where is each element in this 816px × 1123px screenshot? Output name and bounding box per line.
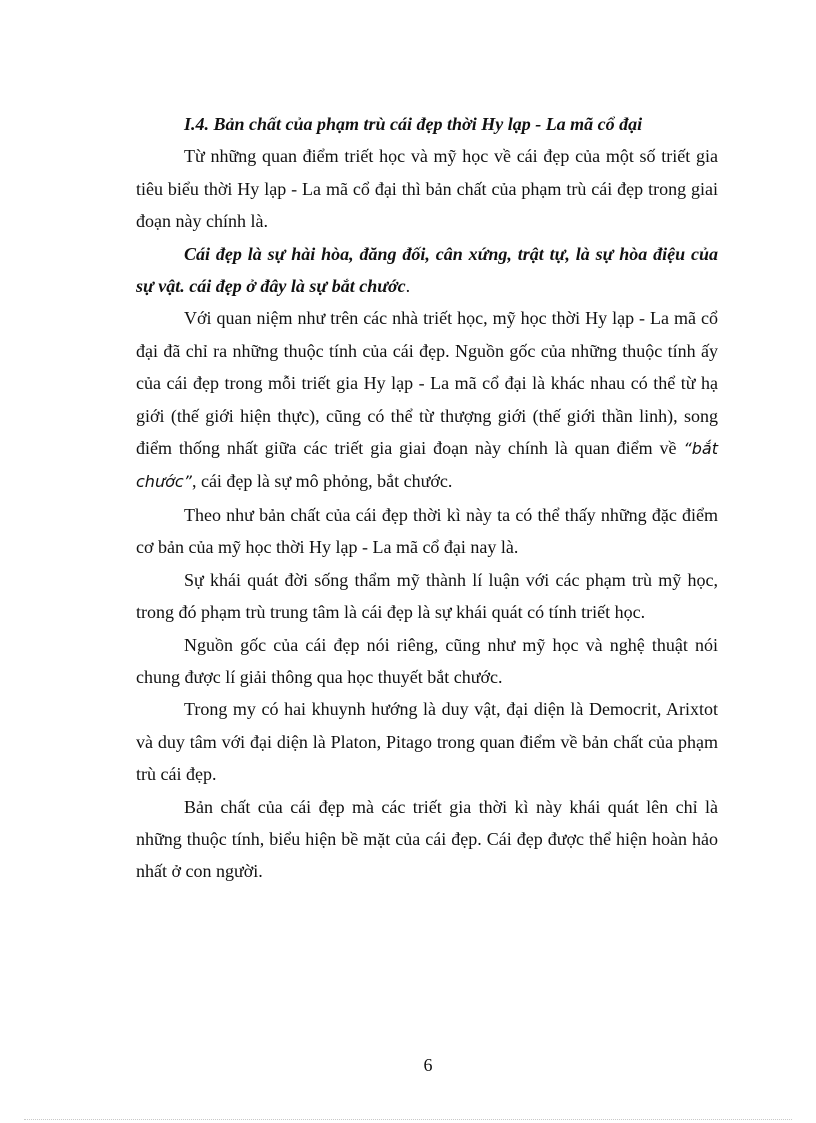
paragraph-4: Theo như bản chất của cái đẹp thời kì này ta có thể thấy những đặc điểm cơ bản của mỹ học thời Hy lạp - La mã cổ đại nay là. [136, 504, 718, 558]
paragraph-3 [136, 302, 718, 498]
paragraph-7: Trong my có hai khuynh hướng là duy vật, đại diện là Democrit, Arixtot và duy tâm với đại diện là Platon, Pitago trong quan điểm về bản chất của phạm trù cái đẹp. [136, 699, 718, 785]
paragraph-5: Sự khái quát đời sống thẩm mỹ thành lí luận với các phạm trù mỹ học, trong đó phạm trù trung tâm là cái đẹp là sự khái quát có tính triết học. [136, 569, 718, 623]
page-number: 6 [423, 1055, 433, 1075]
page-body [136, 108, 718, 888]
paragraph-8: Bản chất của cái đẹp mà các triết gia thời kì này khái quát lên chỉ là những thuộc tính, biểu hiện bề mặt của cái đẹp. Cái đẹp được thể hiện hoàn hảo nhất ở con người. [136, 796, 718, 882]
paragraph-6: Nguồn gốc của cái đẹp nói riêng, cũng như mỹ học và nghệ thuật nói chung được lí giải thông qua học thuyết bắt chước. [136, 634, 718, 687]
paragraph-3-end: , cái đẹp là sự mô phỏng, bắt chước. [191, 471, 453, 492]
paragraph-1: Từ những quan điểm triết học và mỹ học về cái đẹp của một số triết gia tiêu biểu thời Hy lạp - La mã cổ đại thì bản chất của phạm trù cái đẹp trong giai đoạn này chính là. [136, 146, 718, 232]
paragraph-3-start: Với quan niệm như trên các nhà triết học, mỹ học thời Hy lạp - La mã cổ đại đã chỉ ra những thuộc tính của cái đẹp. Nguồn gốc của những thuộc tính ấy của cái đẹp trong mỗi triết gia Hy lạp - La mã cổ đại là khác nhau có thể từ hạ giới (thế giới hiện thực), cũng có thể từ thượng giới (thế giới thần linh), song điểm thống nhất giữa các triết gia giai đoạn này chính là quan điểm về [136, 308, 718, 459]
quoted-term: “bắt chước” [136, 439, 718, 492]
emphasis-definition: Cái đẹp là sự hài hòa, đăng đối, cân xứng, trật tự, là sự hòa điệu của sự vật. cái đẹp ở đây là sự bắt chước [136, 243, 718, 297]
footer-divider [24, 1119, 792, 1120]
paragraph-2-tail: . [405, 276, 411, 297]
section-heading: I.4. Bản chất của phạm trù cái đẹp thời Hy lạp - La mã cổ đại [184, 114, 643, 134]
paragraph-2 [136, 238, 718, 303]
